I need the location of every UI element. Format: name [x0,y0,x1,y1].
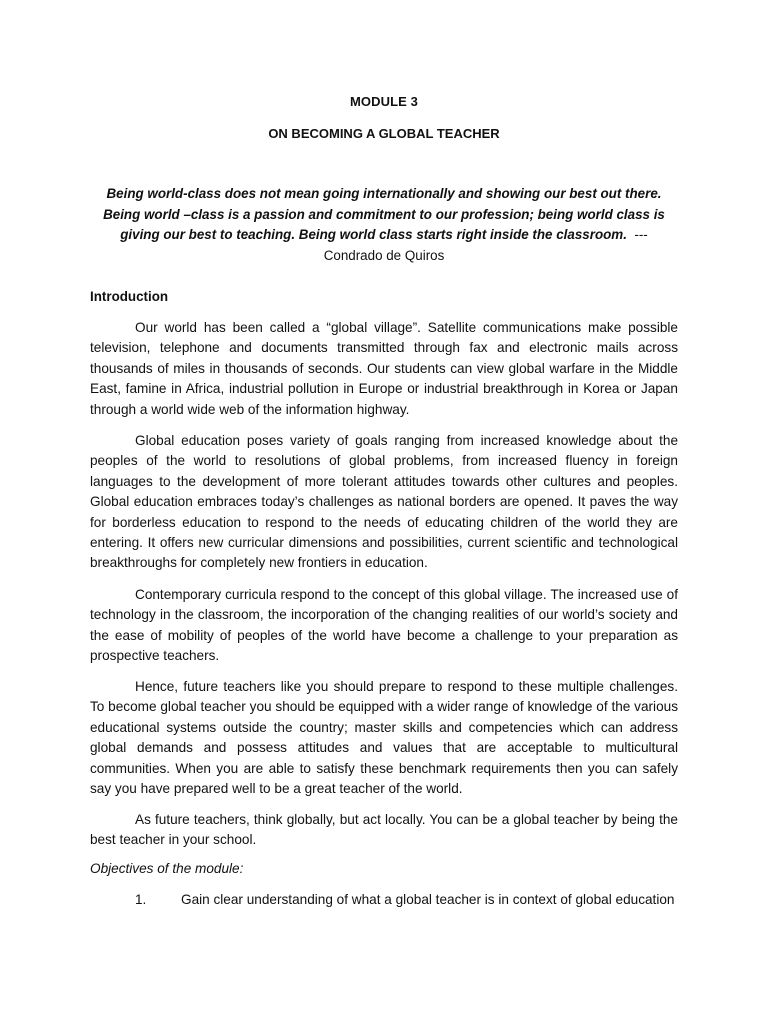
intro-paragraph-3: Contemporary curricula respond to the concept of this global village. The increased use of technology in the classroom, the incorporation of the changing realities of our world’s society and the ease of mobility of peoples of the world have become a challenge to your preparation as prospective teachers. [90,587,678,664]
intro-paragraph-5: As future teachers, think globally, but act locally. You can be a global teacher by being the best teacher in your school. [90,812,678,848]
objective-text: Gain clear understanding of what a global teacher is in context of global education [181,892,675,907]
epigraph-attribution: --- Condrado de Quiros [323,227,648,263]
objectives-heading: Objectives of the module: [90,861,244,876]
introduction-heading: Introduction [90,289,169,304]
objective-number: 1. [135,892,147,907]
epigraph-quote: Being world-class does not mean going internationally and showing our best out there. Being world –class is a passion and commitment to our profession; being world class is giving our best to teaching. Being world class starts right inside the classroom. [103,186,665,242]
module-title: ON BECOMING A GLOBAL TEACHER [268,126,500,141]
module-number: MODULE 3 [350,94,418,109]
epigraph [90,184,678,266]
intro-paragraph-2: Global education poses variety of goals ranging from increased knowledge about the peoples of the world to resolutions of global problems, from increased fluency in foreign languages to the development of more tolerant attitudes towards other cultures and peoples. Global education embraces today’s challenges as national borders are opened. It paves the way for borderless education to respond to the needs of educating children of the world they are entering. It offers new curricular dimensions and possibilities, current scientific and technological breakthroughs for completely new frontiers in education. [90,433,678,571]
intro-paragraph-1: Our world has been called a “global village”. Satellite communications make possible television, telephone and documents transmitted through fax and electronic mails across thousands of miles in thousands of seconds. Our students can view global warfare in the Middle East, famine in Africa, industrial pollution in Europe or industrial breakthrough in Korea or Japan through a world wide web of the information highway. [90,320,678,417]
intro-paragraph-4: Hence, future teachers like you should prepare to respond to these multiple challenges. To become global teacher you should be equipped with a wider range of knowledge of the various educational systems outside the country; master skills and competencies which can address global demands and possess attitudes and values that are acceptable to multicultural communities. When you are able to satisfy these benchmark requirements then you can safely say you have prepared well to be a great teacher of the world. [90,679,678,797]
